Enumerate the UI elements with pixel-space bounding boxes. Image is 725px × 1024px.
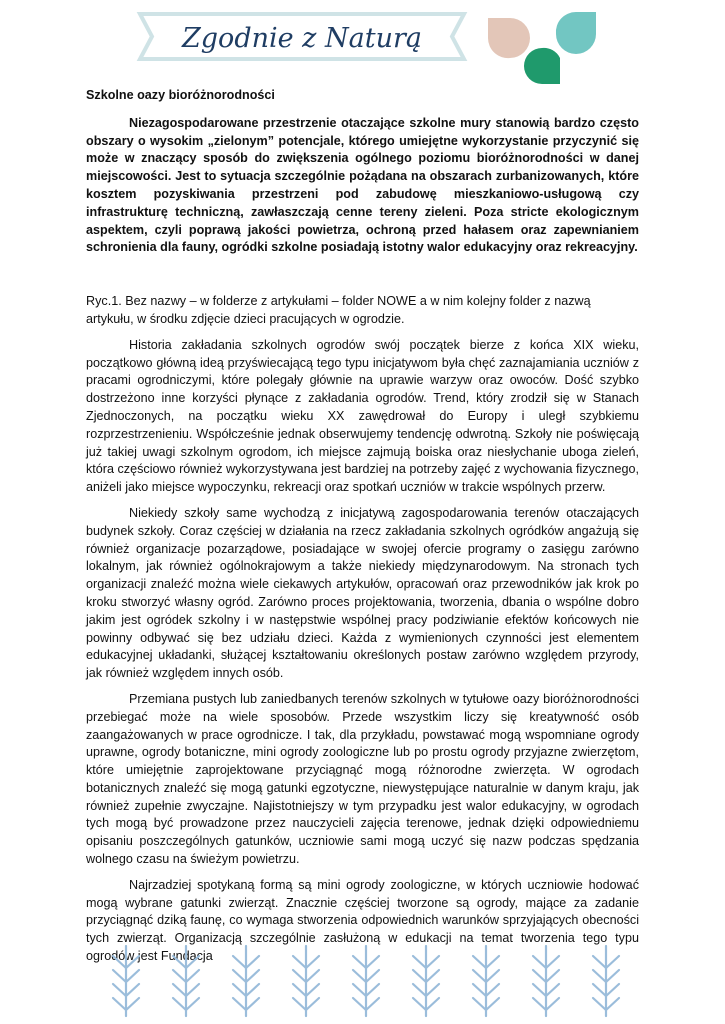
branch-icon (413, 946, 439, 1016)
paragraph-mini-zoo: Najrzadziej spotykaną formą są mini ogrody zoologiczne, w których uczniowie hodować mogą wybrane gatunki zwierząt. Znacznie częściej tworzone są ogrody, mające za zadanie przyciągnąć dziką faunę, co wymaga stworzenia odpowiednich warunków sprzyjających obecności tych zwierząt. Organizacją szczególnie zasłużoną w edukacji na temat tworzenia tego typu ogrodów jest Fundacja (86, 877, 639, 964)
branch-icon (353, 946, 379, 1016)
article-lead: Niezagospodarowane przestrzenie otaczające szkolne mury stanowią bardzo często obszary o wysokim „zielonym” potencjale, którego umiejętne wykorzystanie przyczynić się może w znaczący sposób do zwiększenia ogólnego poziomu bioróżnorodności w danej miejscowości. Jest to sytuacja szczególnie pożądana na obszarach zurbanizowanych, które kosztem pozyskiwania przestrzeni pod zabudowę mieszkaniowo-usługową czy infrastrukturę techniczną, zawłaszczają cenne tereny zieleni. Poza stricte ekologicznym aspektem, czyli poprawą jakości powietrza, ochroną przed hałasem oraz zapewnianiem schronienia dla fauny, ogródki szkolne posiadają istotny walor edukacyjny oraz rekreacyjny. (86, 115, 639, 255)
article (86, 87, 639, 966)
figure-caption: Ryc.1. Bez nazwy – w folderze z artykułami – folder NOWE a w nim kolejny folder z nazwą artykułu, w środku zdjęcie dzieci pracujących w ogrodzie. (86, 294, 591, 326)
article-title: Szkolne oazy bioróżnorodności (86, 88, 275, 102)
logo-banner (134, 10, 470, 63)
branch-icon (233, 946, 259, 1016)
paragraph-history: Historia zakładania szkolnych ogrodów swój początek bierze z końca XIX wieku, początkowo główną ideą przyświecającą tego typu inicjatywom była chęć zaznajamiania uczniów z pracami ogrodniczymi, które polegały głównie na uprawie warzyw oraz owoców. Dość szybko dostrzeżono inne korzyści płynące z zakładania ogrodów. Trend, który zrodził się w Stanach Zjednoczonych, na początku wieku XX zawędrował do Europy i uległ szybkiemu rozprzestrzenieniu. Współcześnie jednak obserwujemy tendencję odwrotną. Szkoły nie poświęcają już takiej uwagi szkolnym ogrodom, ich miejsce zajmują boiska oraz niesłychanie uboga zieleń, która częściowo również wykorzystywana jest bardziej na potrzeby zajęć z wychowania fizycznego, aniżeli jako miejsce wypoczynku, rekreacji oraz spotkań uczniów w trakcie wspólnych przerw. (86, 337, 639, 495)
branch-icon (293, 946, 319, 1016)
paragraph-transformation: Przemiana pustych lub zaniedbanych terenów szkolnych w tytułowe oazy bioróżnorodności przebiegać może na wiele sposobów. Przede wszystkim liczy się kreatywność osób zaangażowanych w prace ogrodnicze. I tak, dla przykładu, powstawać mogą wspomniane ogrody uprawne, ogrody botaniczne, mini ogrody zoologiczne lub po prostu ogrody przyjazne zwierzętom, które umiejętnie zaprojektowane przyciągnąć mogą różnorodne zwierzęta. W ogrodach botanicznych znaleźć się mogą gatunki egzotyczne, niewystępujące naturalnie w danym kraju, jak również zupełnie zwyczajne. Najistotniejszy w tym przypadku jest walor edukacyjny, w ogrodach tych mogą być prowadzone przez nauczycieli zajęcia terenowe, jednak dzięki odpowiedniemu opisaniu poszczególnych gatunków, uczniowie sami mogą uczyć się nazw podczas spędzania wolnego czasu na świeżym powietrzu. (86, 691, 639, 867)
branch-pattern-icon (96, 942, 636, 1020)
branch-icon (113, 946, 139, 1016)
branch-icon (533, 946, 559, 1016)
branch-icon (473, 946, 499, 1016)
paragraph-initiative: Niekiedy szkoły same wychodzą z inicjatywą zagospodarowania terenów otaczających budynek szkoły. Coraz częściej w działania na rzecz zakładania szkolnych ogródków angażują się również organizacje pozarządowe, posiadające w swojej ofercie programy o zasięgu zarówno lokalnym, jak również ogólnokrajowym a także niekiedy międzynarodowym. Na stronach tych organizacji znaleźć można wiele ciekawych artykułów, opracowań oraz przewodników jak krok po kroku stworzyć własny ogród. Zarówno proces projektowania, tworzenia, dbania o wspólne dobro jakim jest ogródek szkolny i w następstwie wspólnej pracy podziwianie efektów końcowych nie powinny odbywać się bez udziału dzieci. Każda z wymienionych czynności jest elementem edukacyjnej układanki, służącej kształtowaniu określonych postaw zarówno względem przyrody, jak również względem innych osób. (86, 505, 639, 681)
branch-icon (593, 946, 619, 1016)
leaf-shapes-icon (480, 4, 600, 86)
branch-icon (173, 946, 199, 1016)
logo-text: Zgodnie z Naturą (182, 23, 422, 54)
